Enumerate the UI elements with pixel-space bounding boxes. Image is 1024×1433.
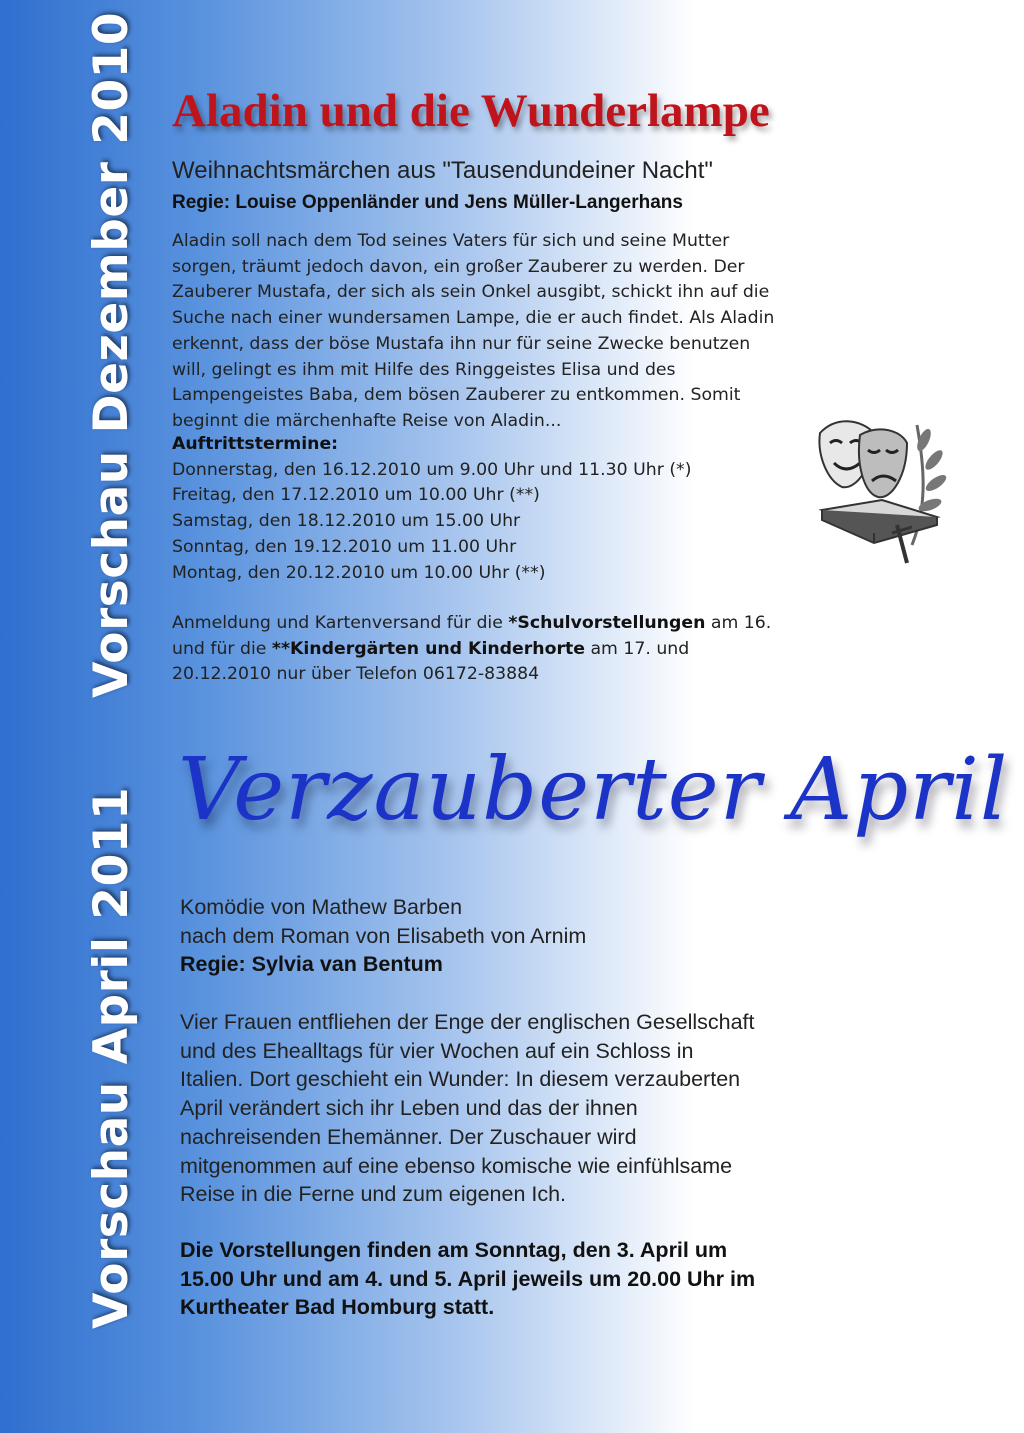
show2-regie: Regie: Sylvia van Bentum	[180, 952, 443, 977]
registration-text: und für die	[172, 638, 272, 659]
description-line: April verändert sich ihr Leben und das der ihnen	[180, 1096, 638, 1121]
registration-highlight: **Kindergärten und Kinderhorte	[271, 638, 585, 659]
date-item: Samstag, den 18.12.2010 um 15.00 Uhr	[172, 511, 521, 532]
registration-highlight: *Schulvorstellungen	[508, 613, 706, 633]
credit-line: Komödie von Mathew Barben	[180, 895, 463, 919]
date-item: Sonntag, den 19.12.2010 um 11.00 Uhr	[172, 536, 517, 557]
performance-line: Die Vorstellungen finden am Sonntag, den 3. April um	[180, 1238, 728, 1262]
date-item: Donnerstag, den 16.12.2010 um 9.00 Uhr und 11.30 Uhr (*)	[172, 459, 692, 480]
show2-credits	[180, 893, 586, 979]
registration-text: am 17. und	[584, 638, 690, 659]
description-line: und des Ehealltags für vier Wochen auf ein Schloss in	[180, 1038, 694, 1063]
description-line: Italien. Dort geschieht ein Wunder: In diesem verzauberten	[180, 1067, 741, 1092]
description-line: Suche nach einer wundersamen Lampe, die er auch findet. Als Aladin	[172, 308, 775, 329]
side-label-april: Vorschau April 2011	[84, 786, 139, 1329]
description-line: sorgen, träumt jedoch davon, ein großer Zauberer zu werden. Der	[172, 256, 745, 277]
date-item: Freitag, den 17.12.2010 um 10.00 Uhr (**)	[172, 485, 540, 506]
description-line: Reise in die Ferne und zum eigenen Ich.	[180, 1182, 567, 1207]
description-line: mitgenommen auf eine ebenso komische wie einfühlsame	[180, 1153, 733, 1178]
show1-regie: Regie: Louise Oppenländer und Jens Müller-Langerhans	[172, 192, 683, 213]
dates-heading: Auftrittstermine:	[172, 434, 339, 454]
description-line: nachreisenden Ehemänner. Der Zuschauer wird	[180, 1124, 637, 1149]
description-line: erkennt, dass der böse Mustafa ihn nur für seine Zwecke benutzen	[172, 333, 751, 354]
show2-performance-info	[180, 1236, 755, 1322]
side-label-december: Vorschau Dezember 2010	[84, 11, 139, 698]
registration-line	[172, 637, 771, 663]
performance-line: 15.00 Uhr und am 4. und 5. April jeweils um 20.00 Uhr im	[180, 1266, 756, 1291]
theater-masks-icon	[812, 405, 952, 565]
description-line: Zauberer Mustafa, der sich als sein Onkel ausgibt, schickt ihn auf die	[172, 282, 770, 303]
date-item: Montag, den 20.12.2010 um 10.00 Uhr (**)	[172, 562, 546, 583]
show1-subtitle: Weihnachtsmärchen aus "Tausendundeiner Nacht"	[172, 157, 713, 184]
show1-description	[172, 229, 912, 435]
description-line: beginnt die märchenhafte Reise von Aladin...	[172, 410, 562, 431]
registration-line	[172, 611, 771, 637]
registration-line: 20.12.2010 nur über Telefon 06172-83884	[172, 664, 540, 685]
description-line: will, gelingt es ihm mit Hilfe des Ringgeistes Elisa und des	[172, 359, 676, 380]
show1-dates	[172, 432, 691, 586]
registration-text: am 16.	[705, 613, 772, 633]
credit-line: nach dem Roman von Elisabeth von Arnim	[180, 923, 587, 948]
description-line: Aladin soll nach dem Tod seines Vaters für sich und seine Mutter	[172, 231, 730, 251]
performance-line: Kurtheater Bad Homburg statt.	[180, 1295, 495, 1320]
show2-description	[180, 1008, 755, 1209]
show1-title: Aladin und die Wunderlampe	[172, 85, 770, 137]
show1-registration	[172, 611, 771, 688]
description-line: Lampengeistes Baba, dem bösen Zauberer zu entkommen. Somit	[172, 385, 741, 406]
show2-title: Verzauberter April	[178, 740, 1009, 840]
registration-text: Anmeldung und Kartenversand für die	[172, 613, 509, 633]
description-line: Vier Frauen entfliehen der Enge der englischen Gesellschaft	[180, 1010, 755, 1034]
